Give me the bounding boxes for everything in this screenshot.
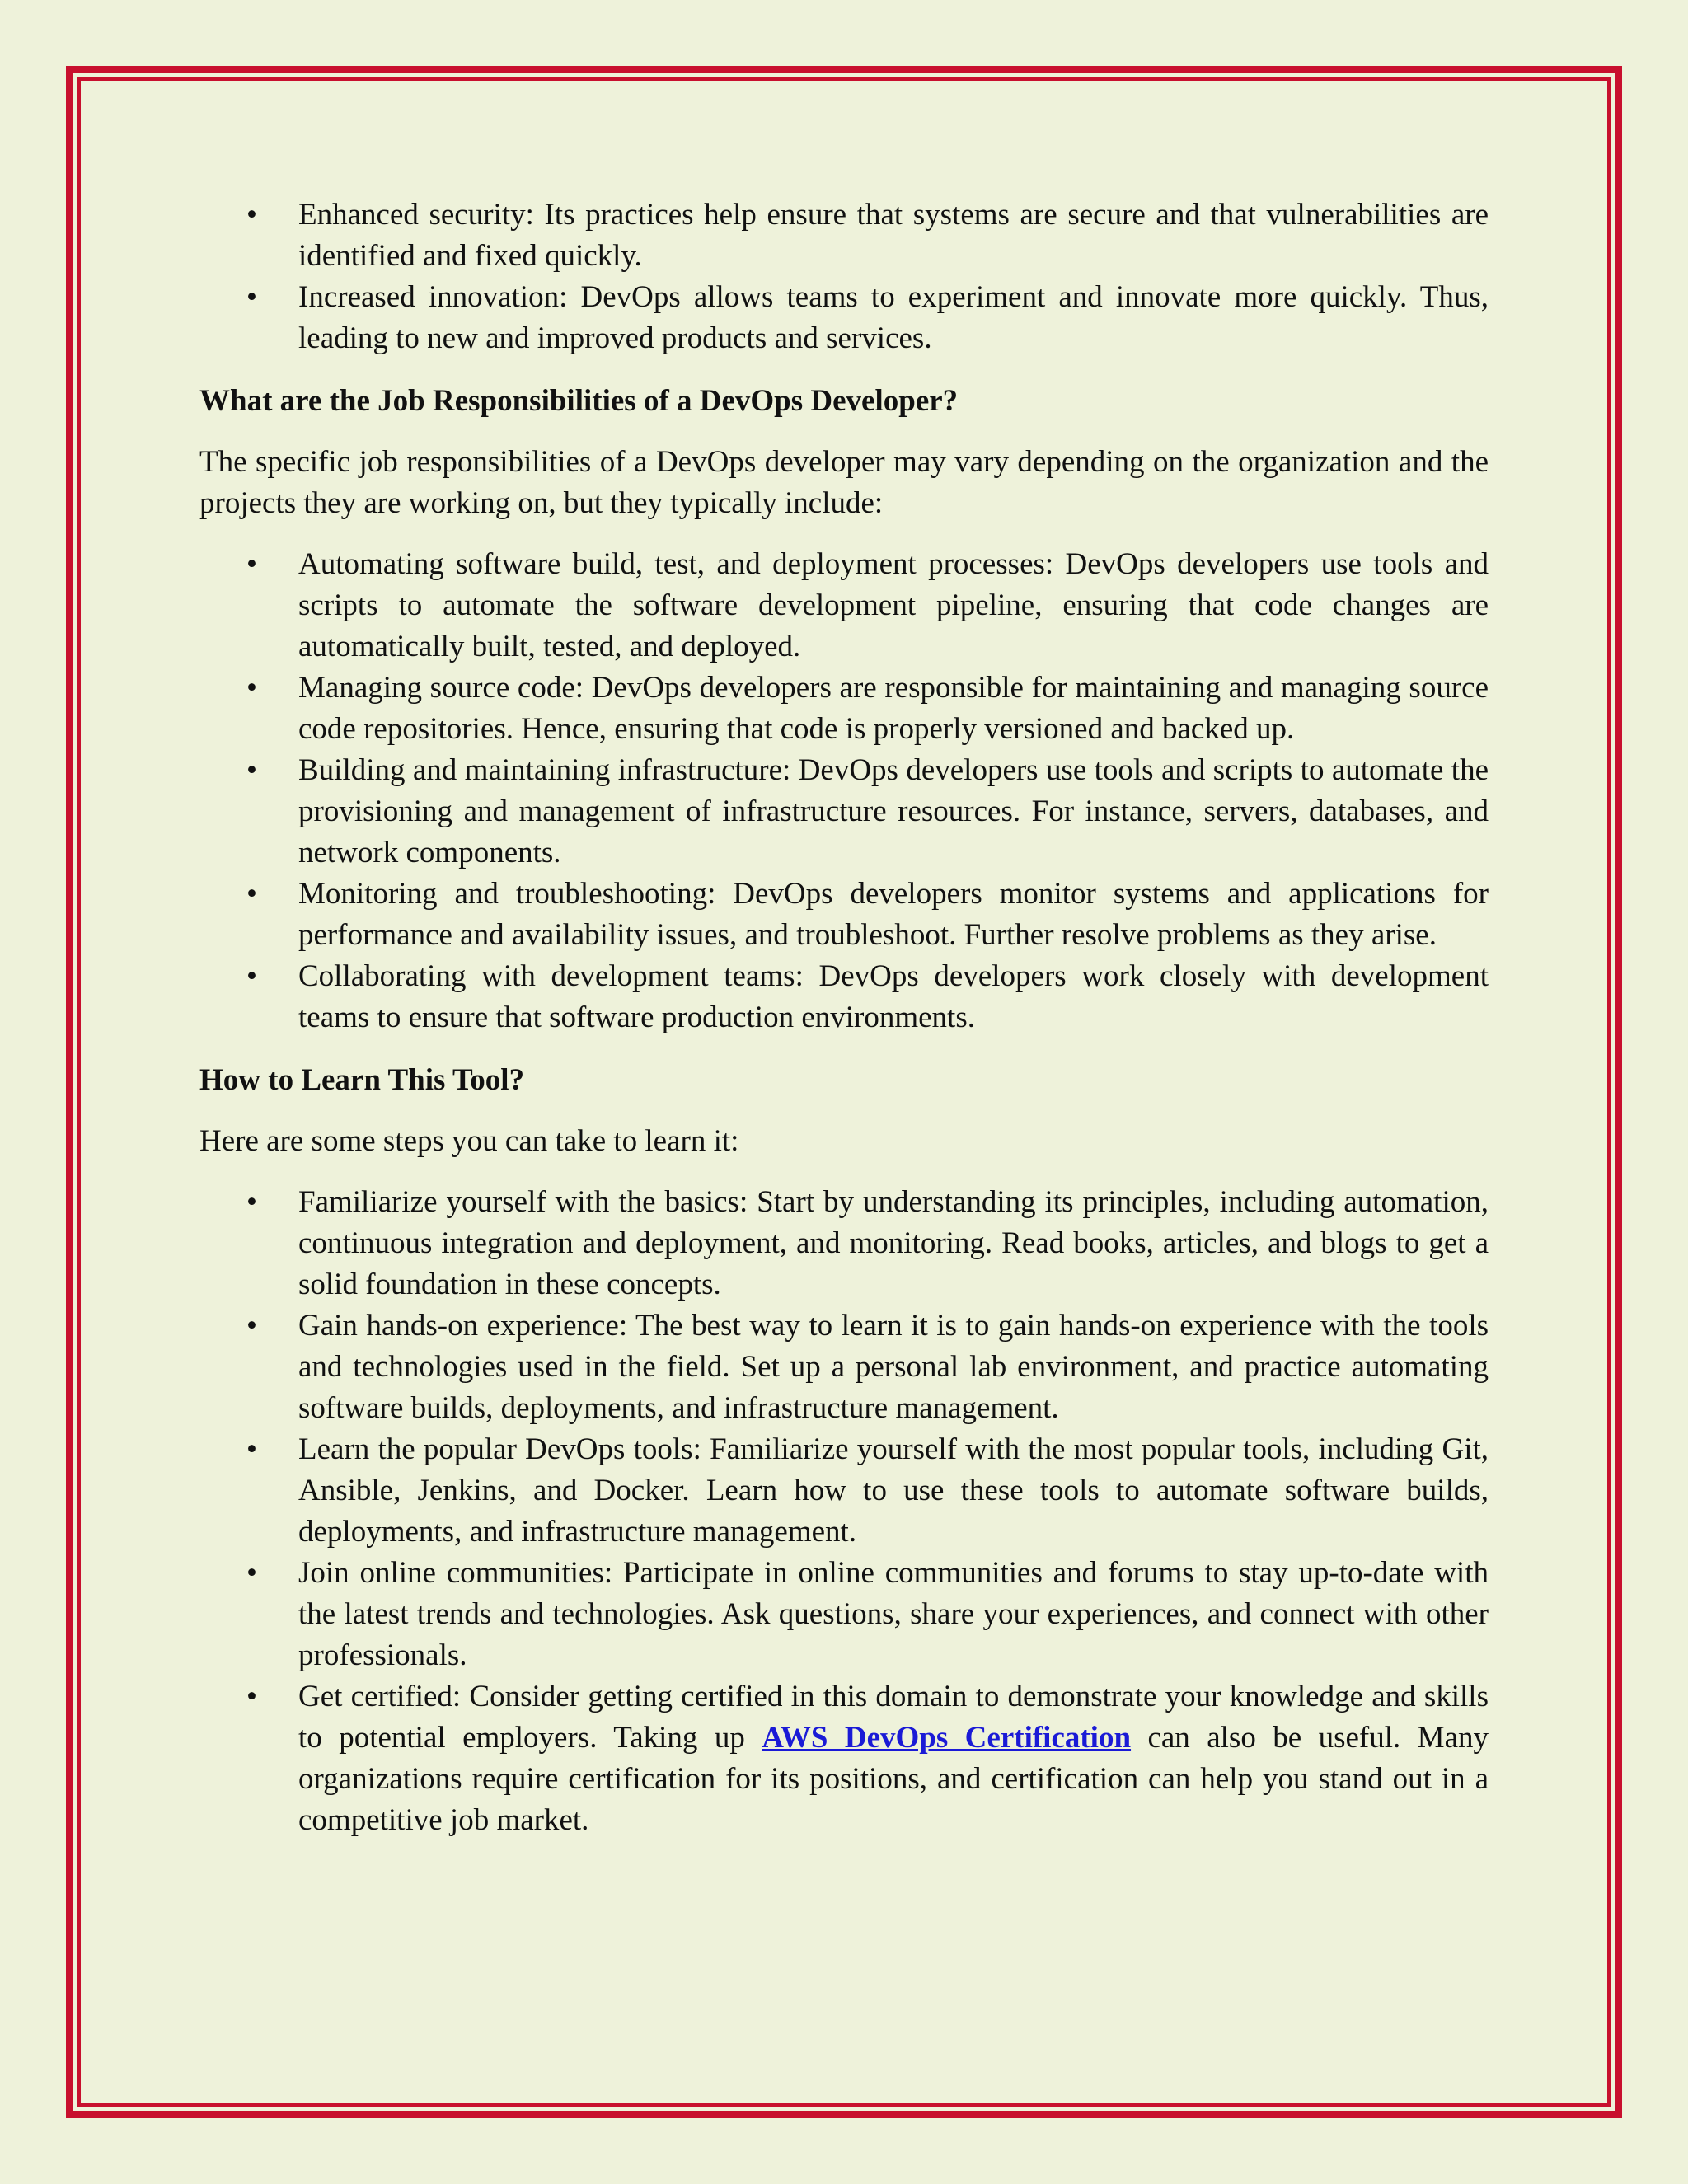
list-item bbox=[199, 956, 1489, 1038]
bullet-icon: • bbox=[246, 753, 257, 787]
aws-devops-certification-link[interactable]: AWS DevOps Certification bbox=[762, 1721, 1132, 1755]
benefits-list bbox=[199, 194, 1489, 359]
list-item bbox=[199, 1553, 1489, 1676]
bullet-icon: • bbox=[246, 1556, 257, 1590]
list-item bbox=[199, 874, 1489, 956]
bullet-icon: • bbox=[246, 1309, 257, 1343]
list-item bbox=[199, 544, 1489, 668]
list-item-text: Automating software build, test, and deployment processes: DevOps developers use tools and scripts to automate the software development pipeline, ensuring that code changes are automatically built, tested, and deployed. bbox=[298, 547, 1489, 663]
list-item-text: Gain hands-on experience: The best way to learn it is to gain hands-on experience with the tools and technologies used in the field. Set up a personal lab environment, and practice automating software builds, deployments, and infrastructure management. bbox=[298, 1309, 1489, 1425]
list-item bbox=[199, 1305, 1489, 1429]
list-item-text: Building and maintaining infrastructure: DevOps developers use tools and scripts to automate the provisioning and management of infrastructure resources. For instance, servers, databases, and network components. bbox=[298, 753, 1489, 869]
document-body bbox=[199, 194, 1489, 1841]
list-item bbox=[199, 277, 1489, 359]
responsibilities-list bbox=[199, 544, 1489, 1038]
list-item bbox=[199, 668, 1489, 750]
list-item bbox=[199, 194, 1489, 277]
bullet-icon: • bbox=[246, 959, 257, 993]
learning-steps-list bbox=[199, 1182, 1489, 1841]
list-item bbox=[199, 1429, 1489, 1553]
list-item-text: Monitoring and troubleshooting: DevOps developers monitor systems and applications for performance and availability issues, and troubleshoot. Further resolve problems as they arise. bbox=[298, 877, 1489, 952]
section-intro-paragraph: The specific job responsibilities of a DevOps developer may vary depending on the organization and the projects they are working on, but they typically include: bbox=[199, 445, 1489, 520]
list-item-text: Familiarize yourself with the basics: Start by understanding its principles, including automation, continuous integration and deployment, and monitoring. Read books, articles, and blogs to get a solid foundation in these concepts. bbox=[298, 1185, 1489, 1301]
bullet-icon: • bbox=[246, 877, 257, 911]
list-item-text: Join online communities: Participate in online communities and forums to stay up-to-date with the latest trends and technologies. Ask questions, share your experiences, and connect with other professionals. bbox=[298, 1556, 1489, 1672]
bullet-icon: • bbox=[246, 198, 257, 232]
list-item-text: Learn the popular DevOps tools: Familiarize yourself with the most popular tools, including Git, Ansible, Jenkins, and Docker. Learn how to use these tools to automate software builds, deployments, and infrastructure management. bbox=[298, 1432, 1489, 1549]
list-item-text: Collaborating with development teams: DevOps developers work closely with development teams to ensure that software production environments. bbox=[298, 959, 1489, 1034]
bullet-icon: • bbox=[246, 1680, 257, 1713]
list-item-text: Increased innovation: DevOps allows teams to experiment and innovate more quickly. Thus, leading to new and improved products and services. bbox=[298, 280, 1489, 355]
bullet-icon: • bbox=[246, 671, 257, 705]
section-intro-paragraph: Here are some steps you can take to learn it: bbox=[199, 1124, 739, 1158]
bullet-icon: • bbox=[246, 547, 257, 581]
list-item bbox=[199, 1182, 1489, 1305]
section-heading-how-to-learn: How to Learn This Tool? bbox=[199, 1063, 525, 1097]
bullet-icon: • bbox=[246, 280, 257, 314]
bullet-icon: • bbox=[246, 1185, 257, 1219]
section-heading-job-responsibilities: What are the Job Responsibilities of a DevOps Developer? bbox=[199, 384, 959, 418]
list-item bbox=[199, 750, 1489, 874]
list-item bbox=[199, 1676, 1489, 1841]
bullet-icon: • bbox=[246, 1432, 257, 1466]
list-item-text-before-link: Get certified: Consider getting certified in this domain to demonstrate your knowledge and skills to potential employers. Taking up bbox=[298, 1680, 1489, 1755]
list-item-text: Managing source code: DevOps developers are responsible for maintaining and managing source code repositories. Hence, ensuring that code is properly versioned and backed up. bbox=[298, 671, 1489, 746]
list-item-text: Enhanced security: Its practices help ensure that systems are secure and that vulnerabilities are identified and fixed quickly. bbox=[298, 198, 1489, 273]
list-item-text-after-link: can also be useful. Many organizations require certification for its positions, and certification can help you stand out in a competitive job market. bbox=[298, 1721, 1489, 1837]
